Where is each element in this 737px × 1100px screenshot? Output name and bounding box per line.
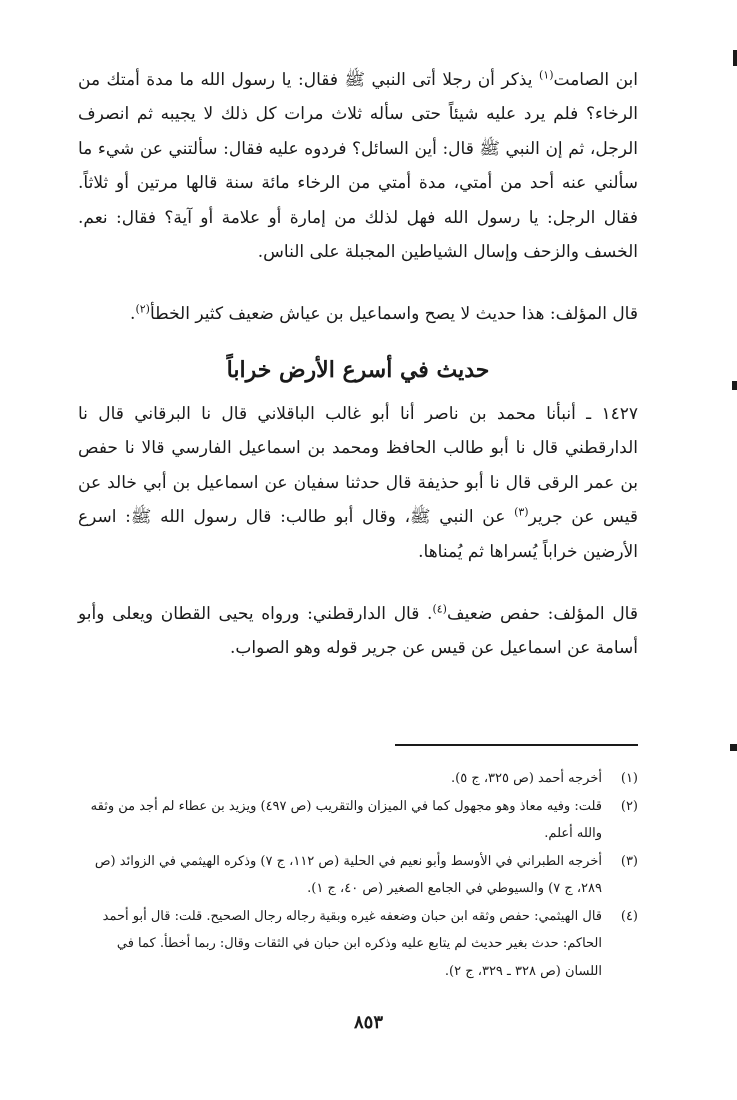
footnote-divider — [395, 744, 638, 746]
footnote-ref-2[interactable]: (٢) — [135, 302, 150, 316]
paragraph-text: . قال الدارقطني: ورواه يحيى القطان ويعلى وأبو أسامة عن اسماعيل عن قيس عن جرير قوله وهو الصواب. — [78, 604, 638, 659]
footnote-item — [78, 848, 638, 903]
paragraph-text: ابن الصامت — [553, 70, 638, 90]
scan-edge-mark — [732, 381, 737, 390]
footnote-number: (٤) — [620, 908, 638, 924]
footnote-text: أخرجه الطبراني في الأوسط وأبو نعيم في الحلية (ص ١١٢، ج ٧) وذكره الهيثمي في الزوائد (ص ٢٨٩، ج ٧) والسيوطي في الجامع الصغير (ص ٤٠، ج ١). — [94, 853, 602, 896]
page-number: ٨٥٣ — [353, 1012, 383, 1033]
paragraph-text: يذكر أن رجلا أتى النبي ﷺ فقال: يا رسول الله ما مدة أمتك من الرخاء؟ فلم يرد عليه شيئاً حتى سأله ثلاث مرات كل ذلك لا يجيبه ثم انصرف الرجل، ثم إن النبي ﷺ قال: أين السائل؟ فردوه عليه فقال: سألتني عن شيء ما سألني عنه أحد من أمتي، مدة أمتي من الرخاء مائة سنة قالها مرتين أو ثلاثاً. فقال الرجل: يا رسول الله فهل لذلك من إمارة أو علامة أو آية؟ فقال: نعم. الخسف والزحف وإسال الشياطين المجبلة على الناس. — [78, 70, 638, 263]
footnotes-list — [78, 765, 638, 985]
scan-edge-mark — [733, 50, 737, 66]
footnote-item — [78, 903, 638, 986]
footnote-number: (٢) — [620, 798, 638, 814]
footnote-number: (٣) — [620, 853, 638, 869]
footnote-ref-1[interactable]: (١) — [538, 68, 554, 82]
footnote-text: أخرجه أحمد (ص ٣٢٥، ج ٥). — [450, 771, 602, 786]
footnote-text: قلت: وفيه معاذ وهو مجهول كما في الميزان والتقريب (ص ٤٩٧) ويزيد بن عطاء لم أجد من وثقه والله أعلم. — [90, 798, 602, 841]
footnote-text: قال الهيثمي: حفص وثقه ابن حبان وضعفه غيره وبقية رجاله رجال الصحيح. قلت: قال أبو أحمد الحاكم: حدث بغير حديث لم يتابع عليه وذكره ابن حبان في الثقات وقال: ربما أخطأ. كما في اللسان (ص ٣٢٨ ـ ٣٢٩، ج ٢). — [102, 908, 602, 979]
footnote-ref-4[interactable]: (٤) — [432, 602, 447, 616]
paragraph-text: عن النبي ﷺ، وقال أبو طالب: قال رسول الله ﷺ: اسرع الأرضين خراباً يُسراها ثم يُمناها. — [78, 507, 638, 562]
scan-edge-mark — [730, 744, 737, 751]
paragraph-text: . — [130, 304, 136, 324]
paragraph-text: ١٤٢٧ ـ أنبأنا محمد بن ناصر أنا أبو غالب الباقلاني قال نا البرقاني قال نا الدارقطني قال نا أبو طالب الحافظ ومحمد بن اسماعيل الفارسي قالا نا حفص بن عمر الرقى قال نا أبو حذيفة قال حدثنا سفيان عن اسماعيل بن أبي خالد عن قيس عن جرير — [78, 404, 638, 528]
paragraph-author-comment — [78, 297, 638, 331]
footnote-ref-3[interactable]: (٣) — [514, 505, 529, 519]
paragraph-author-comment-2 — [78, 597, 638, 666]
paragraph-hadith-text — [78, 63, 638, 269]
paragraph-text: قال المؤلف: حفص ضعيف — [446, 604, 638, 624]
paragraph-text: قال المؤلف: هذا حديث لا يصح واسماعيل بن عياش ضعيف كثير الخطأ — [149, 304, 638, 324]
footnote-item — [78, 765, 638, 793]
footnote-item — [78, 793, 638, 848]
footnote-number: (١) — [620, 771, 638, 786]
section-heading: حديث في أسرع الأرض خراباً — [226, 357, 490, 383]
paragraph-hadith-1427 — [78, 397, 638, 569]
